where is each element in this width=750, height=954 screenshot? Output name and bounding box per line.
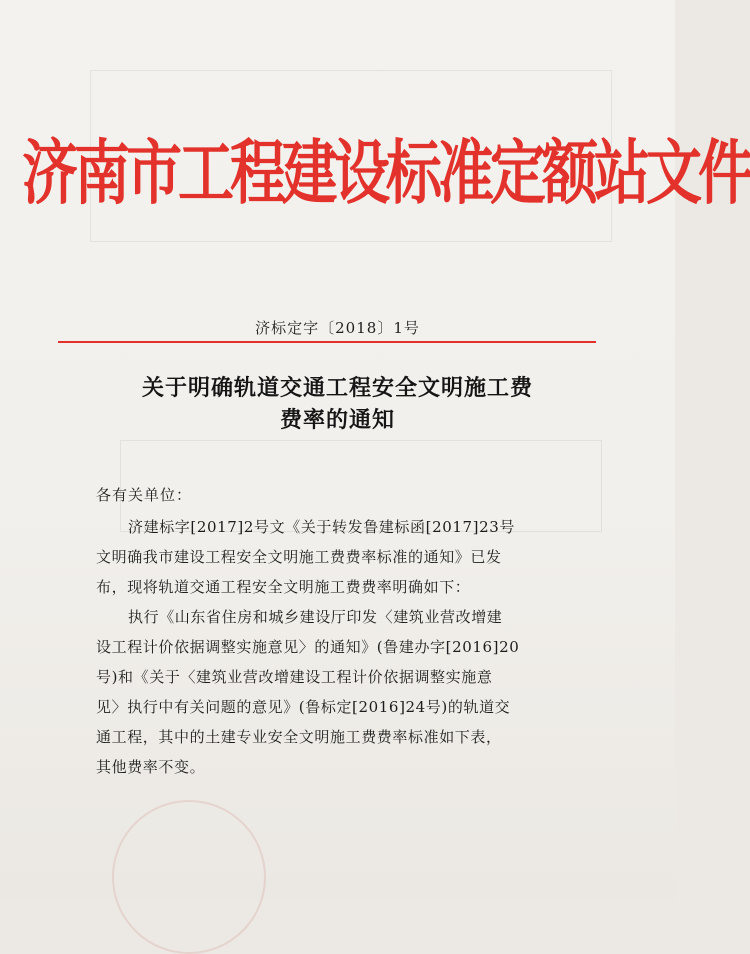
body-text [96,512,596,782]
body-line: 文明确我市建设工程安全文明施工费费率标准的通知》已发 [96,548,502,566]
body-line: 通工程，其中的土建专业安全文明施工费费率标准如下表， [96,728,502,746]
faint-seal-stamp [112,800,266,954]
letterhead-title: 济南市工程建设标准定额站文件 [22,131,750,215]
body-line: 设工程计价依据调整实施意见〉的通知》(鲁建办字[2016]20 [96,638,520,656]
title-line: 关于明确轨道交通工程安全文明施工费 [141,375,533,401]
body-line: 号)和《关于〈建筑业营改增建设工程计价依据调整实施意 [96,668,493,686]
body-line: 执行《山东省住房和城乡建设厅印发〈建筑业营改增建 [128,608,503,626]
document-number: 济标定字〔2018〕1号 [255,319,420,337]
document-title [60,372,615,436]
body-line: 济建标字[2017]2号文《关于转发鲁建标函[2017]23号 [128,518,515,536]
body-line: 其他费率不变。 [96,758,206,776]
red-divider-line [58,341,596,343]
body-line: 布，现将轨道交通工程安全文明施工费费率明确如下： [96,578,471,596]
body-line: 见〉执行中有关问题的意见》(鲁标定[2016]24号)的轨道交 [96,698,511,716]
salutation: 各有关单位： [96,486,193,504]
title-line: 费率的通知 [279,407,395,433]
